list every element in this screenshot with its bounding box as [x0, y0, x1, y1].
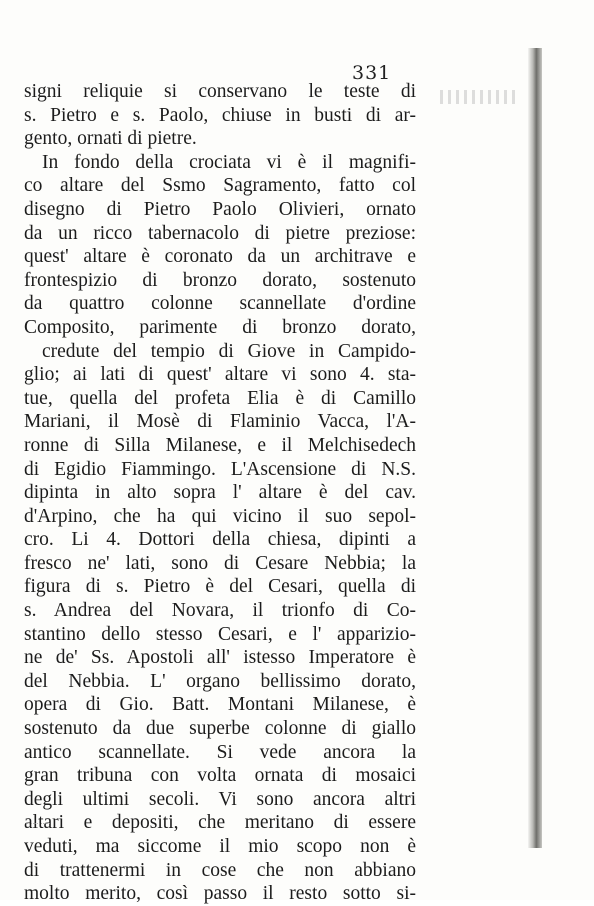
page-number: 331	[352, 62, 392, 84]
text-line: stantino dello stesso Cesari, e l' apparizio-	[24, 623, 416, 645]
text-line: antico scannellate. Si vede ancora la	[24, 741, 416, 763]
text-line: s. Pietro e s. Paolo, chiuse in busti di ar-	[24, 104, 416, 126]
body-text	[24, 80, 416, 906]
ink-bleed-mark	[440, 90, 520, 104]
text-line: degli ultimi secoli. Vi sono ancora altri	[24, 788, 416, 810]
text-line: fresco ne' lati, sono di Cesare Nebbia; la	[24, 552, 416, 574]
text-line: opera di Gio. Batt. Montani Milanese, è	[24, 694, 416, 716]
text-line: altari e depositi, che meritano di essere	[24, 812, 416, 834]
text-line: tue, quella del profeta Elia è di Camillo	[24, 387, 416, 409]
text-line: cro. Li 4. Dottori della chiesa, dipinti a	[24, 529, 416, 551]
text-line: signi reliquie si conservano le teste di	[24, 81, 416, 102]
text-line: veduti, ma siccome il mio scopo non è	[24, 836, 416, 857]
text-line: Composito, parimente di bronzo dorato,	[24, 316, 416, 338]
text-line: credute del tempio di Giove in Campido-	[42, 340, 416, 362]
text-line: del Nebbia. L' organo bellissimo dorato,	[24, 670, 416, 692]
text-line: gran tribuna con volta ornata di mosaici	[24, 765, 416, 787]
printer-signature-mark	[26, 823, 50, 830]
text-line: ne de' Ss. Apostoli all' istesso Imperatore è	[24, 647, 416, 669]
text-line: glio; ai lati di quest' altare vi sono 4. sta-	[24, 364, 416, 386]
text-line: quest' altare è coronato da un architrave e	[24, 246, 416, 268]
text-line: ronne di Silla Milanese, e il Melchisedech	[24, 434, 416, 456]
text-line: gento, ornati di pietre.	[24, 128, 197, 150]
text-line: disegno di Pietro Paolo Olivieri, ornato	[24, 198, 416, 220]
text-line: Mariani, il Mosè di Flaminio Vacca, l'A-	[24, 411, 416, 433]
text-line: molto merito, così passo il resto sotto si-	[24, 883, 416, 905]
text-line: s. Andrea del Novara, il trionfo di Co-	[24, 600, 416, 622]
text-line: di trattenermi in cose che non abbiano	[24, 859, 416, 881]
text-line: sostenuto da due superbe colonne di giallo	[24, 718, 416, 740]
text-line: dipinta in alto sopra l' altare è del cav.	[24, 482, 416, 504]
text-line: In fondo della crociata vi è il magnifi-	[42, 151, 416, 173]
text-line: frontespizio di bronzo dorato, sostenuto	[24, 269, 416, 291]
text-line: da un ricco tabernacolo di pietre preziose:	[24, 222, 416, 244]
text-line: d'Arpino, che ha qui vicino il suo sepol-	[24, 505, 416, 527]
binding-edge	[528, 48, 542, 848]
text-line: da quattro colonne scannellate d'ordine	[24, 293, 416, 315]
text-line: co altare del Ssmo Sagramento, fatto col	[24, 175, 416, 197]
text-line: figura di s. Pietro è del Cesari, quella di	[24, 576, 416, 598]
text-line: di Egidio Fiammingo. L'Ascensione di N.S.	[24, 458, 416, 480]
